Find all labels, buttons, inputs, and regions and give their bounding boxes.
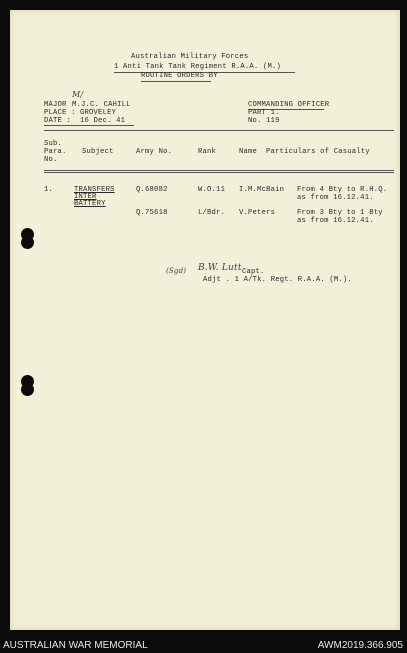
para-number: 1. — [44, 186, 54, 194]
place-value: GROVELEY — [80, 109, 117, 117]
header-no: No. — [44, 156, 58, 164]
signature-adjt: Adjt . 1 A/Tk. Regt. R.A.A. (M.). — [203, 276, 352, 284]
table-rule-1 — [44, 170, 394, 171]
footer-reference: AWM2019.366.905 — [317, 640, 403, 651]
subject-line-2: INTER — [74, 193, 97, 201]
commanding-officer: COMMANDING OFFICER — [248, 101, 330, 109]
header-name: Name — [239, 148, 258, 156]
document-page — [10, 10, 400, 630]
header-rank: Rank — [198, 148, 217, 156]
header-subject: Subject — [82, 148, 114, 156]
row-2-army-no: Q.75618 — [136, 209, 168, 217]
punch-hole-upper-2 — [21, 236, 34, 249]
order-number: No. 119 — [248, 117, 280, 125]
subject-line-1: TRANSFERS — [74, 186, 115, 194]
header-army-no: Army No. — [136, 148, 173, 156]
row-2-particulars-2: as from 16.12.41. — [297, 217, 374, 225]
row-2-name: V.Peters — [239, 209, 276, 217]
row-2-particulars-1: From 3 Bty to 1 Bty — [297, 209, 383, 217]
part-number: PART 1. — [248, 109, 280, 117]
table-rule-2 — [44, 172, 394, 173]
punch-hole-lower-2 — [21, 383, 34, 396]
row-1-rank: W.O.11 — [198, 186, 226, 194]
header-para: Para. — [44, 148, 67, 156]
major-value: M.J.C. CAHILL — [72, 101, 131, 109]
signature-capt: Capt. — [242, 268, 265, 276]
left-block-underline — [44, 125, 134, 126]
row-1-name: I.M.McBain — [239, 186, 285, 194]
header-underline-2 — [141, 81, 211, 82]
major-label: MAJOR — [44, 101, 67, 109]
header-line-2: 1 Anti Tank Tank Regiment R.A.A. (M.) — [114, 63, 281, 71]
row-1-particulars-1: From 4 Bty to R.H.Q. — [297, 186, 388, 194]
date-label: DATE : — [44, 117, 72, 125]
header-line-1: Australian Military Forces — [131, 53, 249, 61]
row-1-army-no: Q.68082 — [136, 186, 168, 194]
sgd-mark: (Sgd) — [166, 267, 187, 275]
row-2-rank: L/Bdr. — [198, 209, 226, 217]
row-1-particulars-2: as from 16.12.41. — [297, 194, 374, 202]
subject-line-3: BATTERY — [74, 200, 106, 208]
date-value: 16 Dec. 41 — [80, 117, 126, 125]
handwritten-initial: M/ — [72, 90, 84, 99]
separator-rule — [44, 130, 394, 131]
header-sub: Sub. — [44, 140, 63, 148]
signature-handwriting: B.W. Lutt — [198, 263, 242, 273]
footer-credit: AUSTRALIAN WAR MEMORIAL — [3, 640, 148, 651]
place-label: PLACE : — [44, 109, 76, 117]
header-line-3: ROUTINE ORDERS BY — [141, 72, 218, 80]
header-particulars: Particulars of Casualty — [266, 148, 370, 156]
